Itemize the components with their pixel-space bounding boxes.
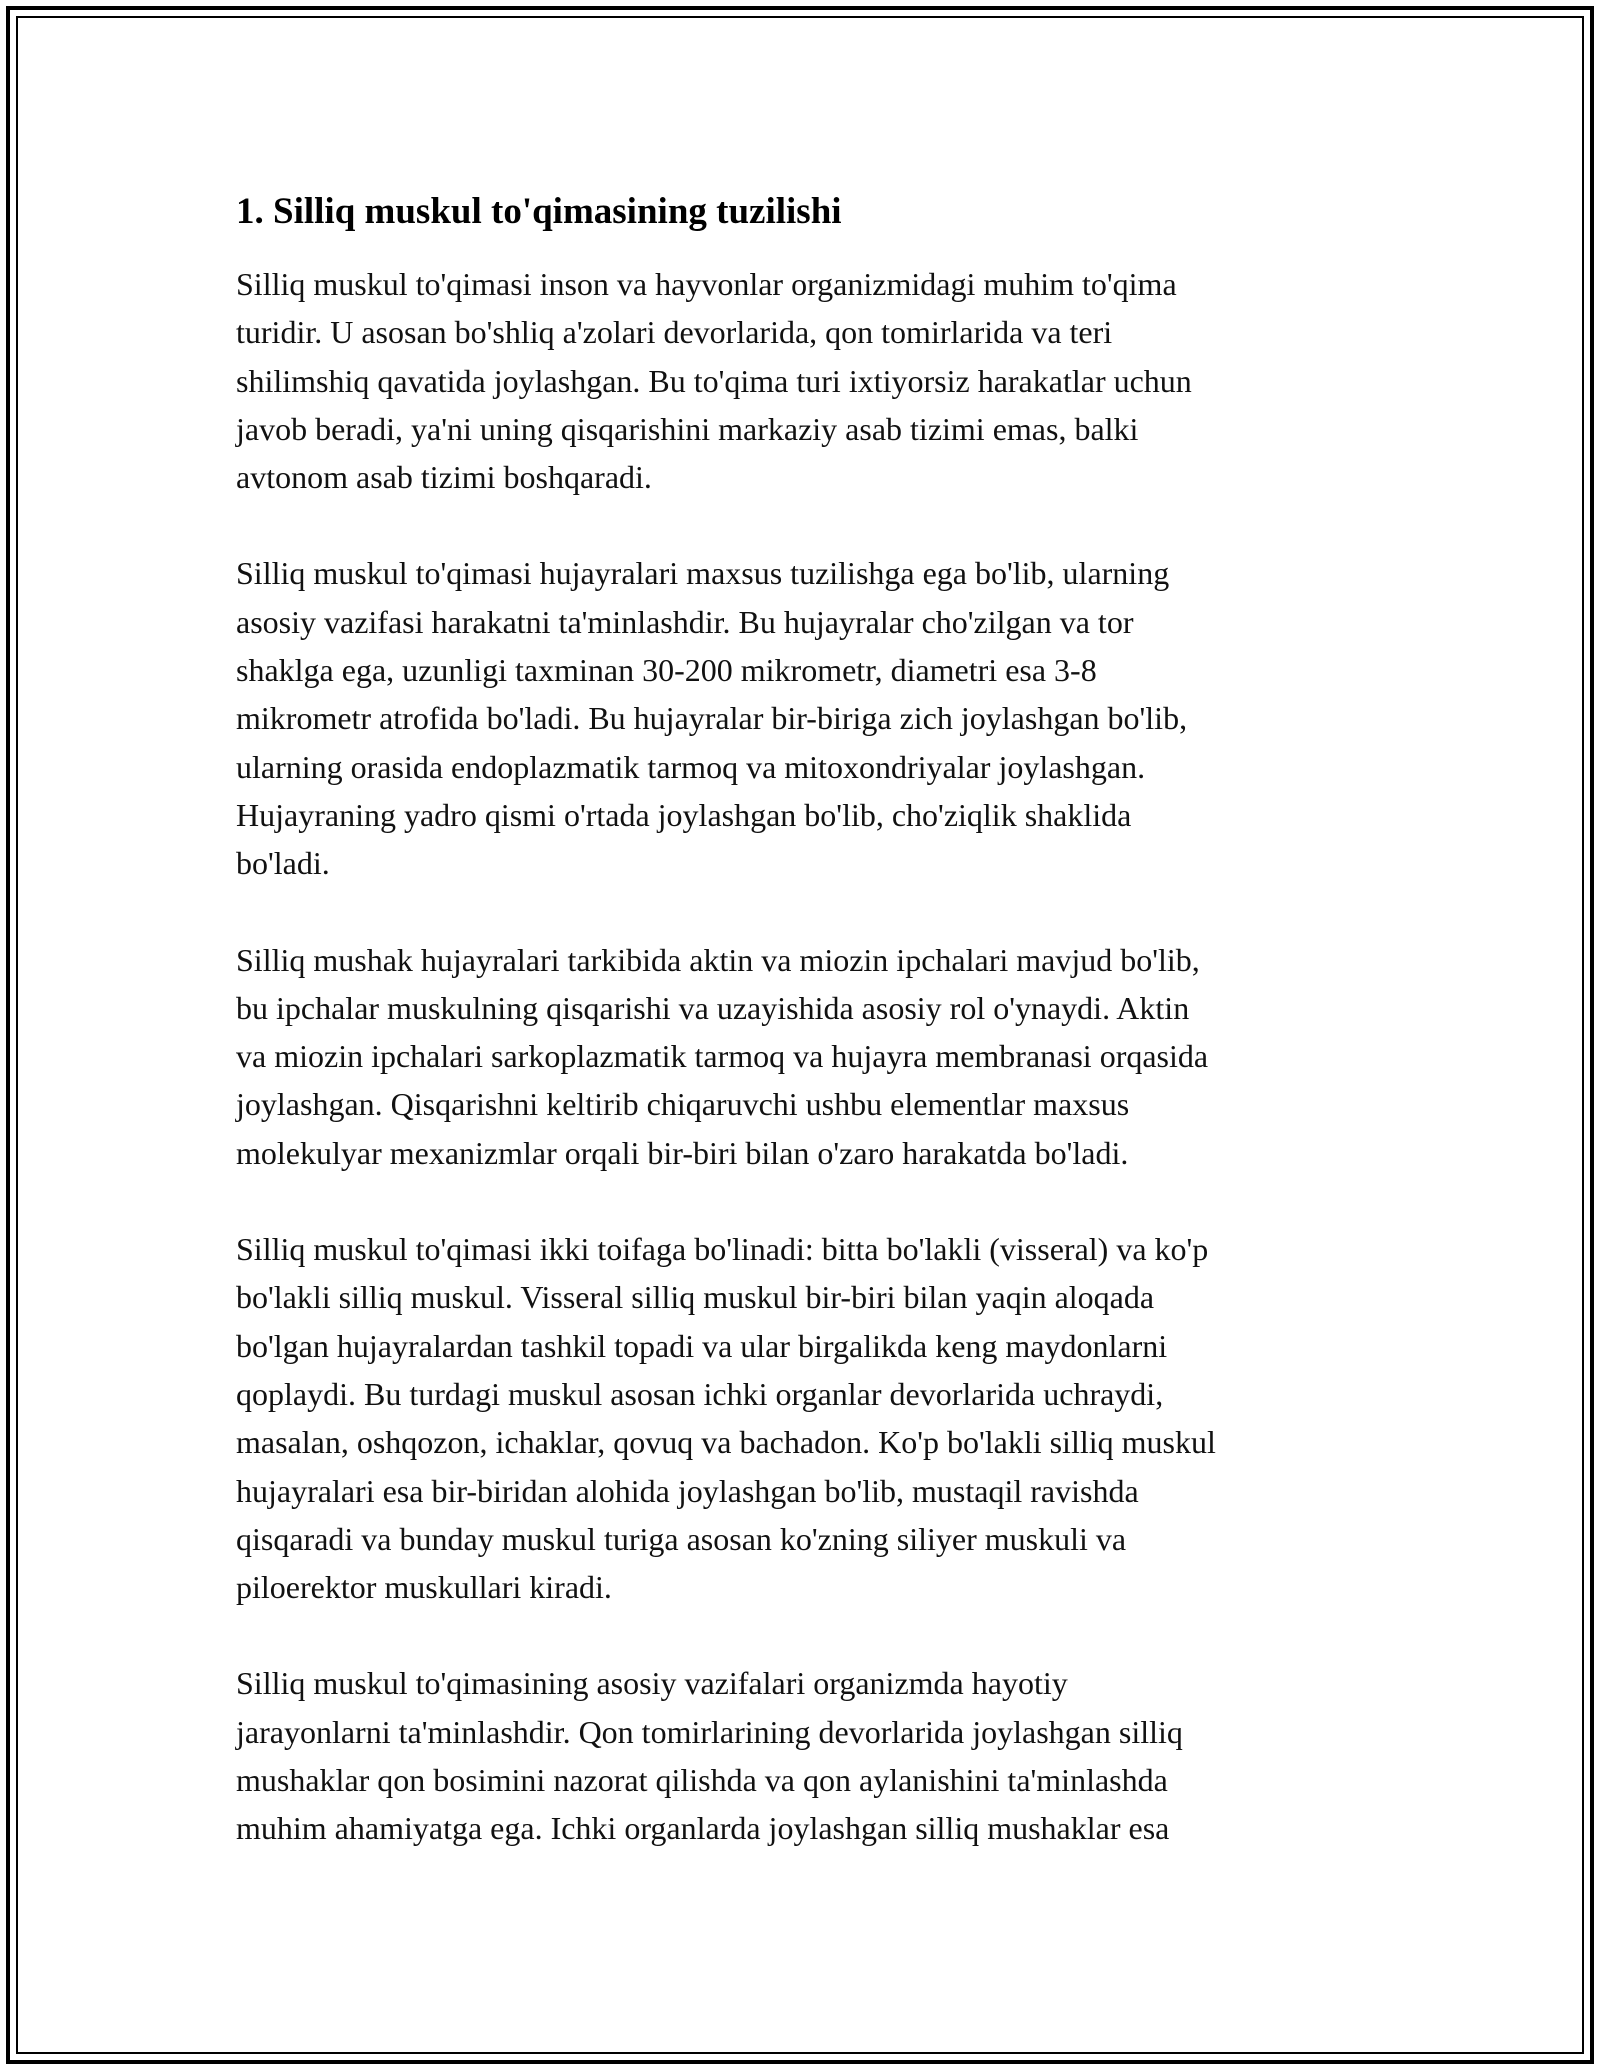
section-heading: 1. Silliq muskul to'qimasining tuzilishi <box>236 191 842 232</box>
text-line: Silliq muskul to'qimasi hujayralari maxsus tuzilishga ega bo'lib, ularning <box>236 555 1170 592</box>
paragraph-2 <box>236 549 1376 887</box>
text-line: bo'lgan hujayralardan tashkil topadi va ular birgalikda keng maydonlarni <box>236 1327 1168 1364</box>
text-line: va miozin ipchalari sarkoplazmatik tarmoq va hujayra membranasi orqasida <box>236 1038 1209 1075</box>
text-line: molekulyar mexanizmlar orqali bir-biri bilan o'zaro harakatda bo'ladi. <box>236 1134 1129 1171</box>
text-line: qoplaydi. Bu turdagi muskul asosan ichki organlar devorlarida uchraydi, <box>236 1375 1164 1412</box>
paragraph-4 <box>236 1225 1376 1611</box>
text-line: muhim ahamiyatga ega. Ichki organlarda joylashgan silliq mushaklar esa <box>236 1810 1170 1847</box>
text-line: Silliq muskul to'qimasi ikki toifaga bo'linadi: bitta bo'lakli (visseral) va ko'p <box>236 1231 1209 1268</box>
text-line: Silliq mushak hujayralari tarkibida aktin va miozin ipchalari mavjud bo'lib, <box>236 941 1200 978</box>
text-line: Silliq muskul to'qimasi inson va hayvonlar organizmidagi muhim to'qima <box>236 266 1177 302</box>
text-line: asosiy vazifasi harakatni ta'minlashdir. Bu hujayralar cho'zilgan va tor <box>236 603 1134 640</box>
text-line: qisqaradi va bunday muskul turiga asosan ko'zning siliyer muskuli va <box>236 1520 1127 1557</box>
text-line: joylashgan. Qisqarishni keltirib chiqaruvchi ushbu elementlar maxsus <box>236 1086 1130 1123</box>
text-line: jarayonlarni ta'minlashdir. Qon tomirlarining devorlarida joylashgan silliq <box>236 1713 1183 1750</box>
paragraph-5 <box>236 1659 1376 1852</box>
text-line: Hujayraning yadro qismi o'rtada joylashgan bo'lib, cho'ziqlik shaklida <box>236 796 1132 833</box>
text-line: Silliq muskul to'qimasining asosiy vazifalari organizmda hayotiy <box>236 1665 1068 1702</box>
text-line: mikrometr atrofida bo'ladi. Bu hujayralar bir-biriga zich joylashgan bo'lib, <box>236 700 1188 737</box>
text-line: mushaklar qon bosimini nazorat qilishda va qon aylanishini ta'minlashda <box>236 1762 1168 1799</box>
text-line: shilimshiq qavatida joylashgan. Bu to'qima turi ixtiyorsiz harakatlar uchun <box>236 362 1192 399</box>
paragraph-3 <box>236 936 1376 1177</box>
text-line: shaklga ega, uzunligi taxminan 30-200 mikrometr, diametri esa 3-8 <box>236 652 1097 689</box>
text-line: bu ipchalar muskulning qisqarishi va uzayishida asosiy rol o'ynaydi. Aktin <box>236 989 1190 1026</box>
text-line: hujayralari esa bir-biridan alohida joylashgan bo'lib, mustaqil ravishda <box>236 1472 1139 1509</box>
text-line: avtonom asab tizimi boshqaradi. <box>236 459 652 496</box>
text-line: piloerektor muskullari kiradi. <box>236 1569 612 1606</box>
text-line: masalan, oshqozon, ichaklar, qovuq va bachadon. Ko'p bo'lakli silliq muskul <box>236 1424 1216 1461</box>
document-body <box>236 188 1376 1901</box>
text-line: bo'lakli silliq muskul. Visseral silliq muskul bir-biri bilan yaqin aloqada <box>236 1279 1155 1316</box>
text-line: ularning orasida endoplazmatik tarmoq va mitoxondriyalar joylashgan. <box>236 748 1146 785</box>
text-line: javob beradi, ya'ni uning qisqarishini markaziy asab tizimi emas, balki <box>236 410 1139 447</box>
text-line: turidir. U asosan bo'shliq a'zolari devorlarida, qon tomirlarida va teri <box>236 314 1113 351</box>
text-line: bo'ladi. <box>236 845 330 882</box>
paragraph-1 <box>236 260 1376 501</box>
